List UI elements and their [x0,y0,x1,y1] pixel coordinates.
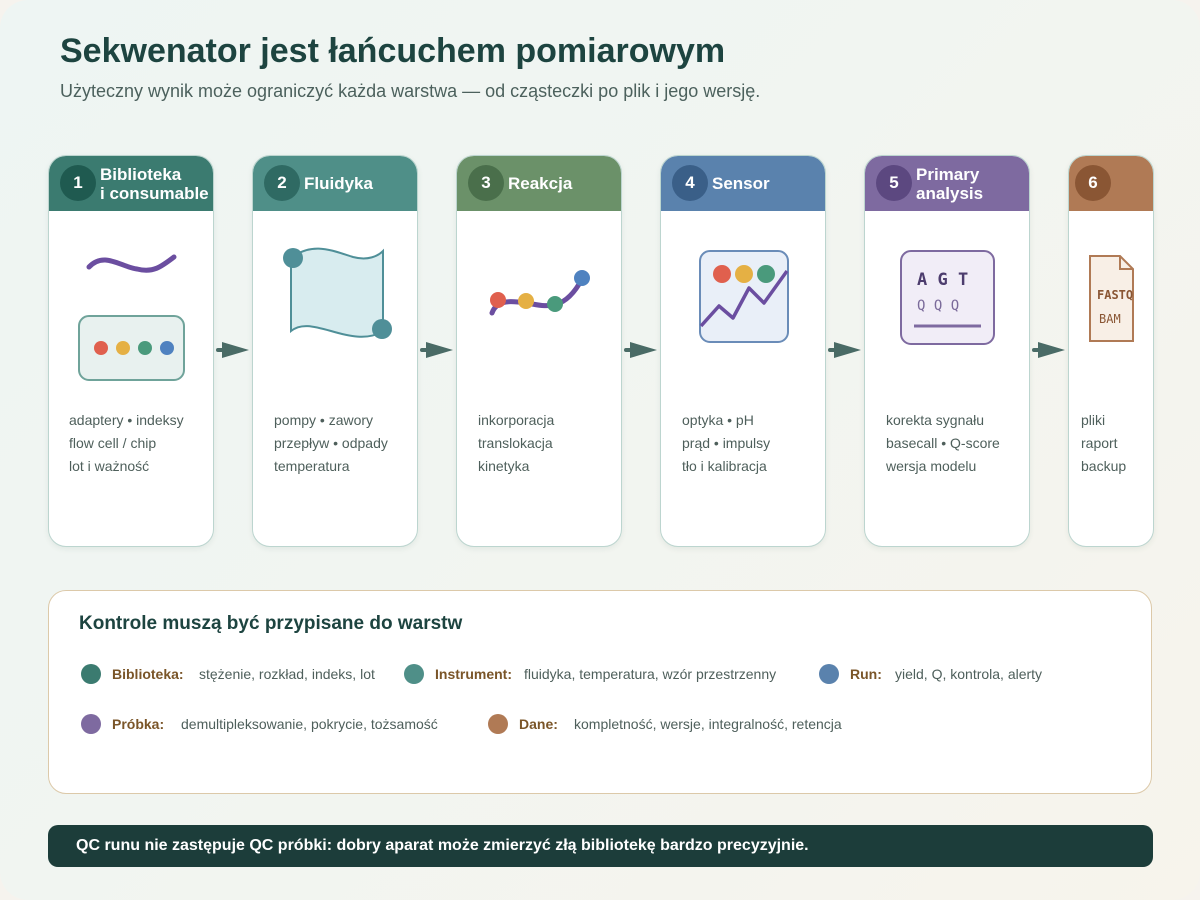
control-description: kompletność, wersje, integralność, retencja [574,716,842,732]
stage-card-fluidics [252,155,418,547]
stage-detail-line: pompy • zawory [274,412,374,428]
flow-channel-icon [253,211,417,391]
data-file-icon [1069,211,1153,391]
fastq-label: FASTQ [1097,288,1134,302]
arrow-right-icon [216,338,250,362]
stage-number-badge: 4 [672,165,708,201]
stage-detail-line: optyka • pH [682,412,754,428]
control-description: demultipleksowanie, pokrycie, tożsamość [181,716,438,732]
control-label: Biblioteka: [112,666,184,682]
quality-label: Q Q Q [917,298,960,314]
polymerase-reaction-icon [457,211,621,391]
arrow-right-icon [828,338,862,362]
arrow-right-icon [624,338,658,362]
stage-title: Primary analysis [916,164,984,203]
stage-card-primary-analysis [864,155,1030,547]
stage-title: Reakcja [508,174,573,193]
stage-card-sensor [660,155,826,547]
control-label: Instrument: [435,666,512,682]
stage-detail-line: temperatura [274,458,350,474]
stage-detail-line: inkorporacja [478,412,555,428]
stage-header [253,156,417,211]
page-title: Sekwenator jest łańcuchem pomiarowym [60,32,726,70]
stage-detail-line: raport [1081,435,1118,451]
legend-dot-icon [488,714,508,734]
legend-dot-icon [819,664,839,684]
stage-detail-line: przepływ • odpady [274,435,388,451]
stage-number-badge: 5 [876,165,912,201]
control-label: Run: [850,666,882,682]
control-description: stężenie, rozkład, indeks, lot [199,666,375,682]
stage-number-badge: 2 [264,165,300,201]
bases-label: A G T [917,270,969,290]
stage-title: Sensor [712,174,770,193]
stage-detail-line: tło i kalibracja [682,458,767,474]
control-description: fluidyka, temperatura, wzór przestrzenny [524,666,777,682]
stage-header [49,156,213,211]
stage-detail-line: prąd • impulsy [682,435,771,451]
stage-number-badge: 6 [1075,165,1111,201]
stage-header [661,156,825,211]
stage-detail-line: backup [1081,458,1127,474]
stage-title: Fluidyka [304,174,373,193]
control-label: Próbka: [112,716,165,732]
stage-detail-line: pliki [1081,412,1106,428]
legend-dot-icon [81,664,101,684]
library-chip-icon [49,211,213,391]
stage-card-data [1068,155,1154,547]
stage-header [457,156,621,211]
stage-detail-line: flow cell / chip [69,435,157,451]
stage-detail-line: basecall • Q-score [886,435,1000,451]
controls-panel [48,590,1152,794]
control-label: Dane: [519,716,558,732]
stage-number-badge: 3 [468,165,504,201]
stage-card-reaction [456,155,622,547]
stage-number-badge: 1 [60,165,96,201]
basecall-icon [865,211,1029,391]
stage-detail-line: translokacja [478,435,553,451]
stage-header [1069,156,1153,211]
page-subtitle: Użyteczny wynik może ograniczyć każda warstwa — od cząsteczki po plik i jego wersję. [60,81,761,101]
bam-label: BAM [1099,312,1121,326]
stage-detail-line: kinetyka [478,458,530,474]
stage-title: Biblioteka i consumable [100,164,209,203]
stage-detail-line: korekta sygnału [886,412,985,428]
stage-header [865,156,1029,211]
stage-card-library [48,155,214,547]
arrow-right-icon [1032,338,1066,362]
stage-detail-line: adaptery • indeksy [69,412,184,428]
legend-dot-icon [404,664,424,684]
controls-title: Kontrole muszą być przypisane do warstw [79,613,463,634]
stage-detail-line: lot i ważność [69,458,150,474]
sensor-signal-icon [661,211,825,391]
legend-dot-icon [81,714,101,734]
control-description: yield, Q, kontrola, alerty [895,666,1043,682]
footer-note-banner: QC runu nie zastępuje QC próbki: dobry aparat może zmierzyć złą bibliotekę bardzo precyzyjnie. [48,825,1153,867]
arrow-right-icon [420,338,454,362]
stage-detail-line: wersja modelu [886,458,977,474]
